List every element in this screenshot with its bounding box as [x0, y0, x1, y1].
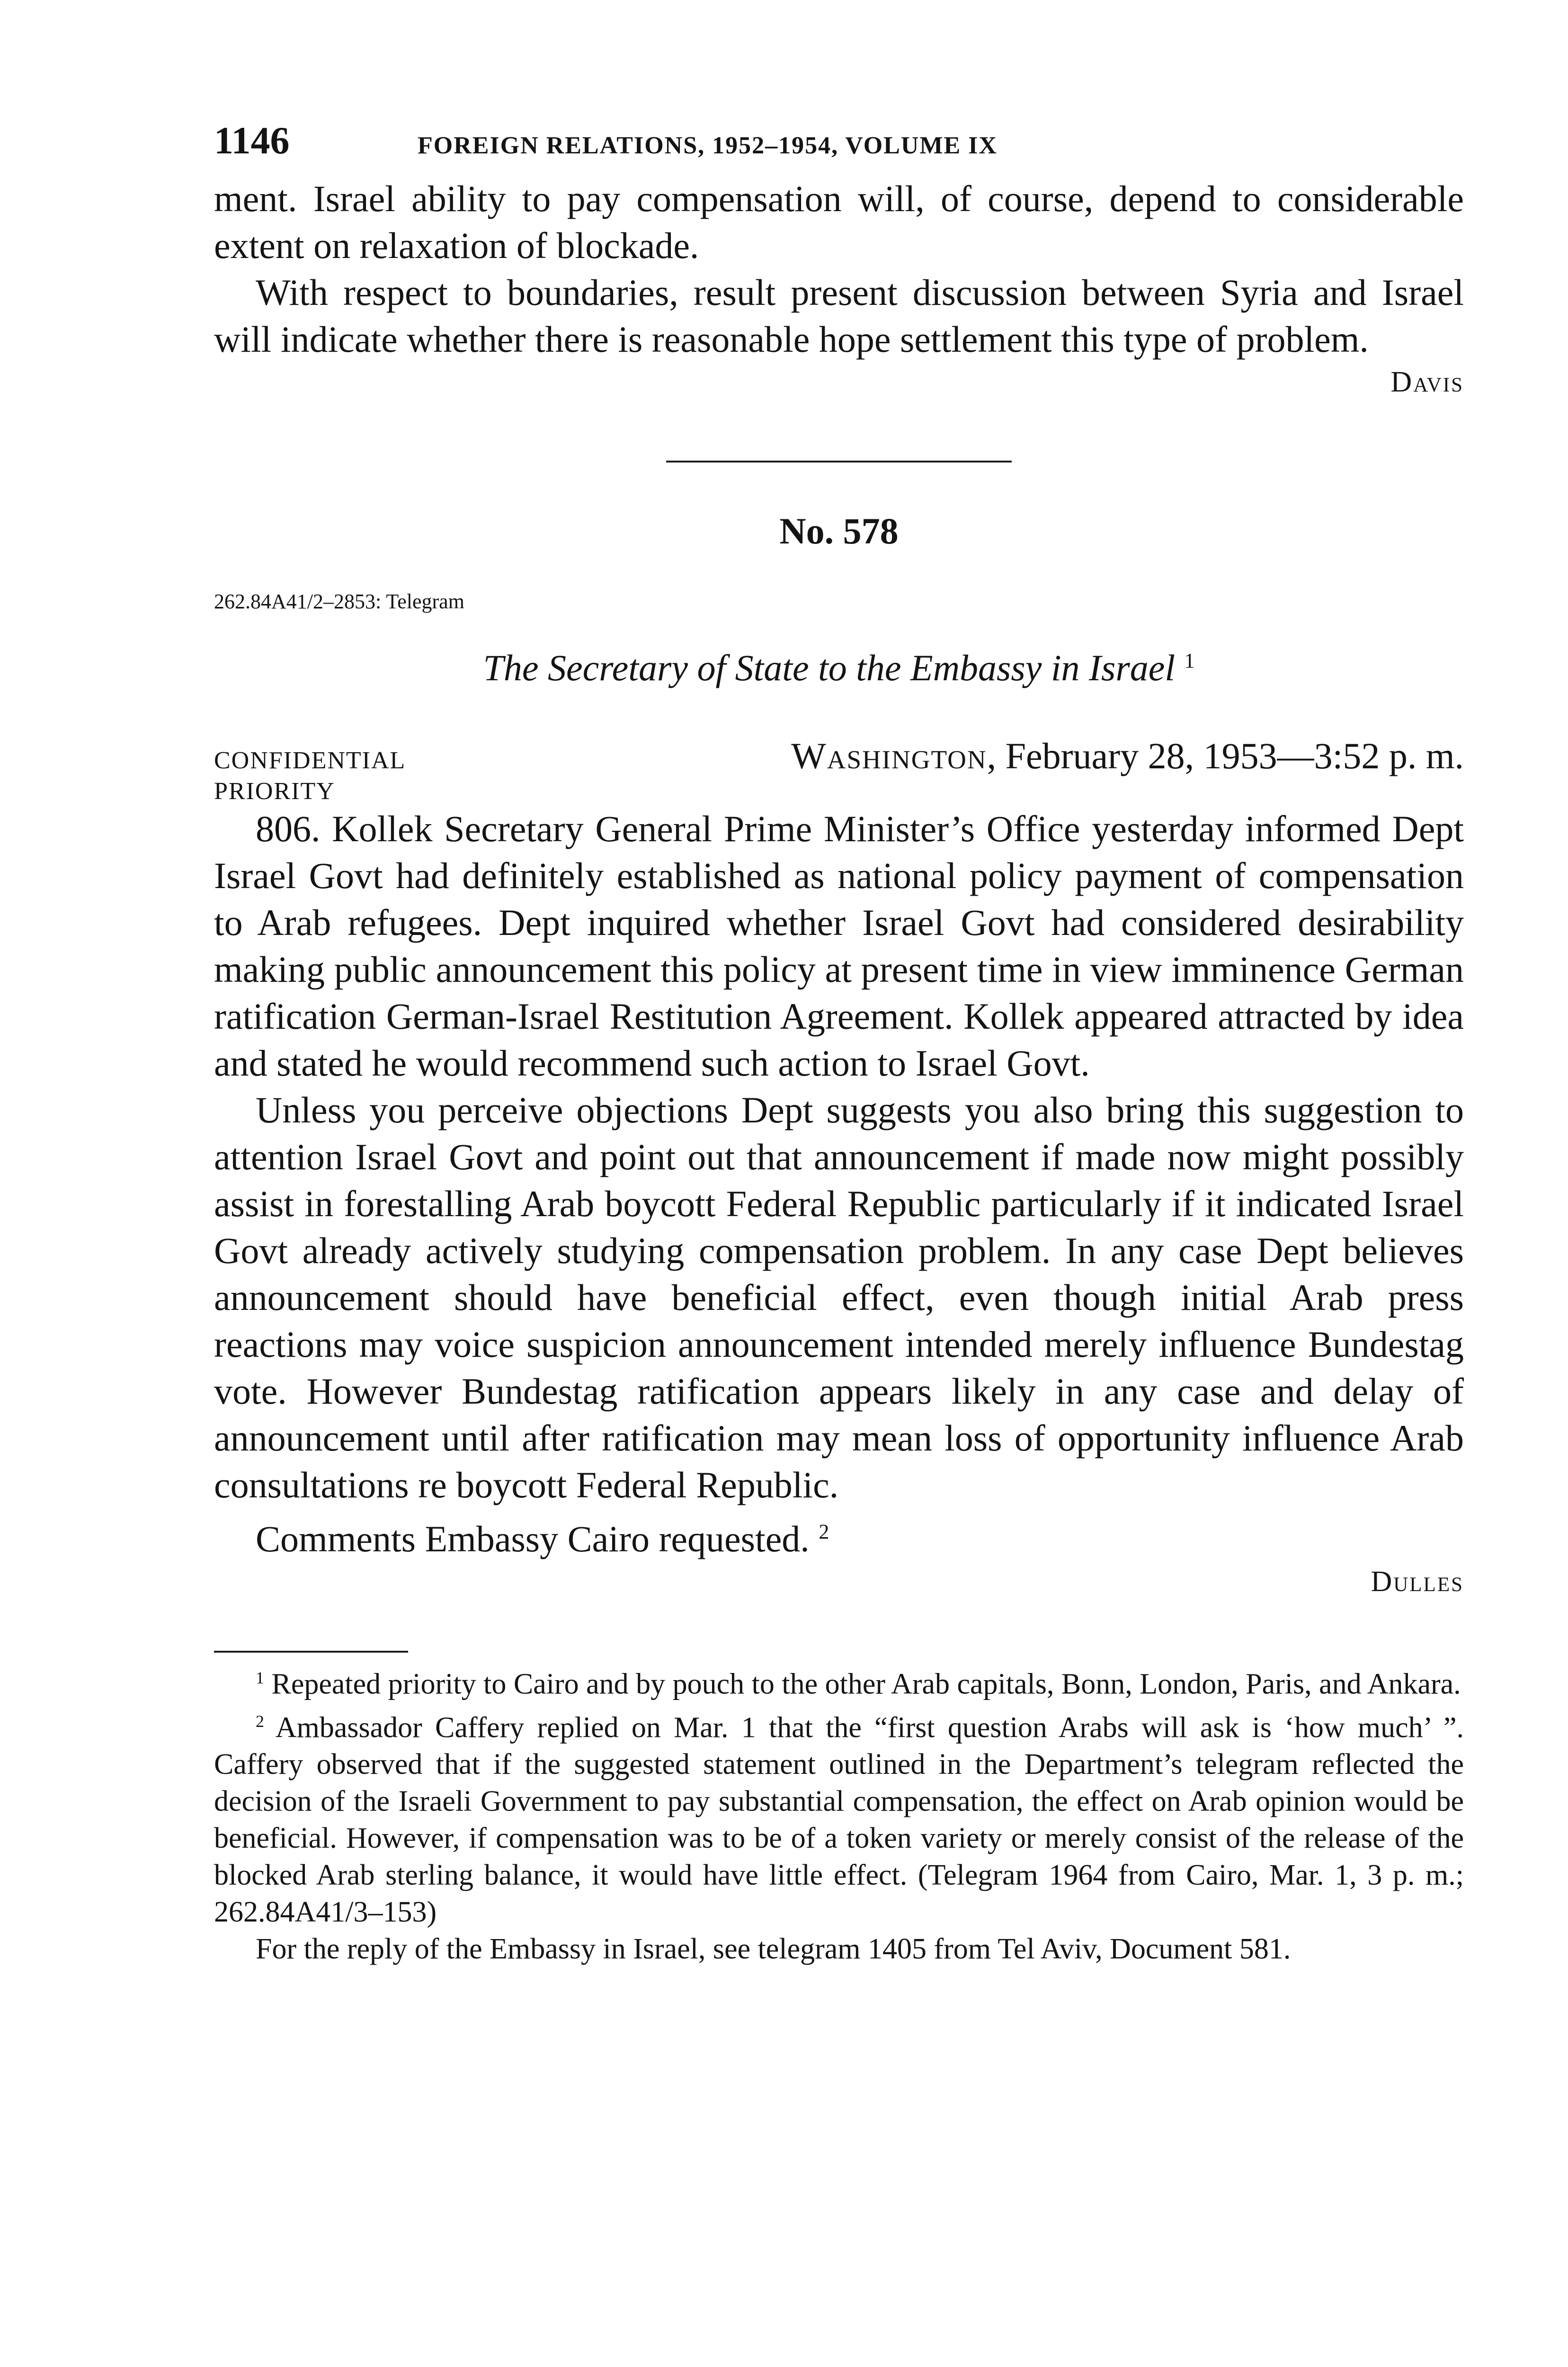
footnote: For the reply of the Embassy in Israel, see telegram 1405 from Tel Aviv, Document 581.	[256, 1933, 1291, 1966]
previous-document-paragraph: With respect to boundaries, result present discussion between Syria and Israel will indicate whether there is reasonable hope settlement this type of problem.	[214, 272, 1464, 360]
footnote-text: Ambassador Caffery replied on Mar. 1 that the “first question Arabs will ask is ‘how much’ ”. Caffery observed that if the suggested statement outlined in the Department’s telegram reflected the decision of the Israeli Government to pay substantial compensation, the effect on Arab opinion would be beneficial. However, if compensation was to be of a token variety or merely consist of the release of the blocked Arab sterling balance, it would have little effect. (Telegram 1964 from Cairo, Mar. 1, 3 p. m.; 262.84A41/3–153)	[214, 1711, 1464, 1929]
footnote-mark: 1	[1184, 649, 1195, 672]
footnote-text: Repeated priority to Cairo and by pouch to the other Arab capitals, Bonn, London, Paris, and Ankara.	[271, 1668, 1461, 1700]
footnote-number: 1	[256, 1668, 264, 1687]
footnote-number: 2	[256, 1711, 264, 1731]
telegram-header	[214, 735, 1464, 777]
dateline-place: Washington	[791, 735, 987, 776]
document-title	[214, 647, 1464, 689]
running-title: FOREIGN RELATIONS, 1952–1954, VOLUME IX	[418, 132, 998, 159]
telegram-closing-text: Comments Embassy Cairo requested.	[256, 1518, 810, 1559]
previous-document-paragraph: ment. Israel ability to pay compensation will, of course, depend to considerable extent on relaxation of blockade.	[214, 178, 1464, 266]
previous-document-signature: Davis	[1390, 366, 1464, 398]
telegram-paragraph	[214, 1508, 1464, 1562]
dateline	[791, 735, 1464, 777]
footnote	[214, 1703, 1464, 1931]
running-head	[214, 118, 1464, 175]
page-number: 1146	[214, 119, 290, 162]
document-page	[214, 118, 1464, 1967]
section-divider	[666, 461, 1012, 463]
document-title-text: The Secretary of State to the Embassy in Israel	[483, 647, 1175, 688]
document-signature: Dulles	[1371, 1566, 1464, 1598]
file-reference: 262.84A41/2–2853: Telegram	[214, 590, 464, 613]
footnote	[214, 1659, 1464, 1703]
telegram-paragraph: Unless you perceive objections Dept suggests you also bring this suggestion to attention Israel Govt and point out that announcement if made now might possibly assist in forestalling Arab boycott Federal Republic particularly if it indicated Israel Govt already actively studying compensation problem. In any case Dept believes announcement should have beneficial effect, even though initial Arab press reactions may voice suspicion announcement intended merely influence Bundestag vote. However Bundestag ratification appears likely in any case and delay of announcement until after ratification may mean loss of opportunity influence Arab consultations re boycott Federal Republic.	[214, 1089, 1464, 1505]
dateline-date: , February 28, 1953—3:52 p. m.	[987, 735, 1464, 776]
footnote-mark: 2	[819, 1520, 829, 1543]
classification: CONFIDENTIAL	[214, 747, 406, 774]
precedence: PRIORITY	[214, 778, 335, 805]
document-number: No. 578	[779, 510, 899, 552]
telegram-paragraph: 806. Kollek Secretary General Prime Minister’s Office yesterday informed Dept Israel Govt had definitely established as national policy payment of compensation to Arab refugees. Dept inquired whether Israel Govt had considered desirability making public announcement this policy at present time in view imminence German ratification German-Israel Restitution Agreement. Kollek appeared attracted by idea and stated he would recommend such action to Israel Govt.	[214, 808, 1464, 1084]
